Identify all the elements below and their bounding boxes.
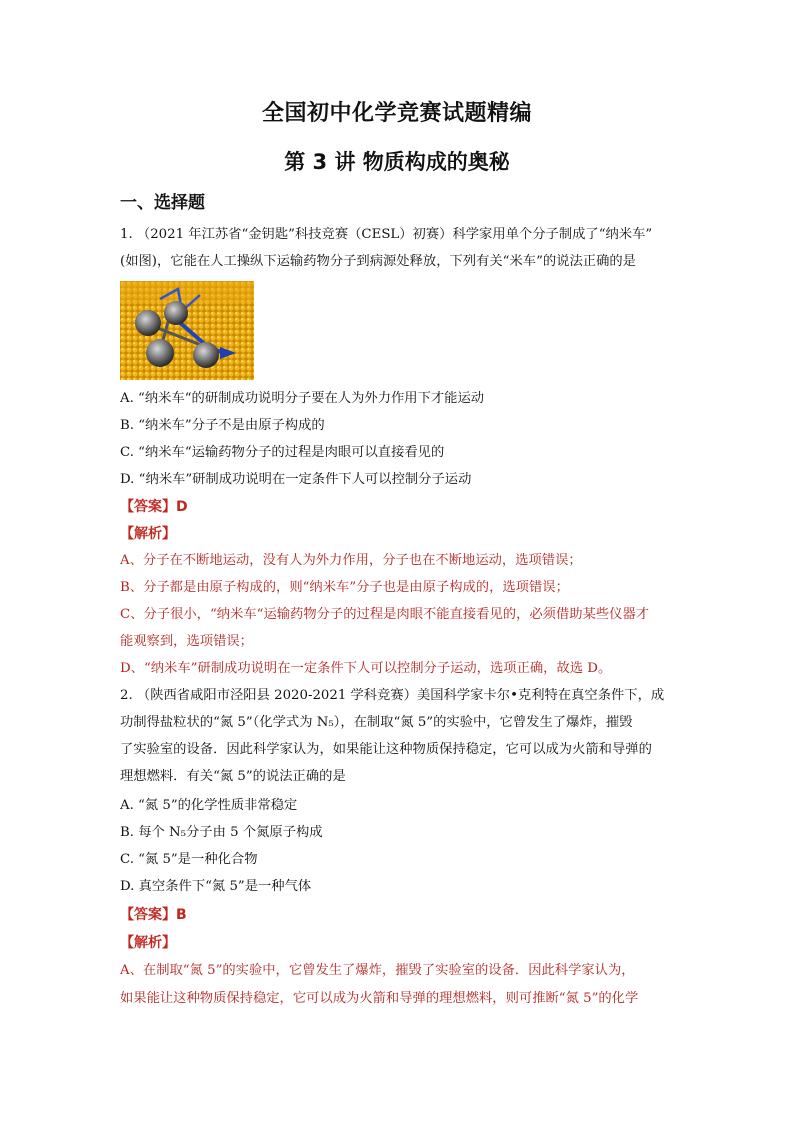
- q1-explanation-b: B、分子都是由原子构成的，则“纳米车”分子也是由原子构成的，选项错误；: [120, 580, 569, 595]
- q1-explanation-d: D、“纳米车”研制成功说明在一定条件下人可以控制分子运动，选项正确，故选 D。: [120, 661, 612, 676]
- q1-option-d: D. “纳米车”研制成功说明在一定条件下人可以控制分子运动: [120, 472, 472, 487]
- q2-stem-line-1: 2. （陕西省咸阳市泾阳县 2020-2021 学科竞赛）美国科学家卡尔•克利特在真空条件下，成: [120, 688, 665, 703]
- q2-option-c: C. “氮 5”是一种化合物: [120, 852, 258, 867]
- q1-option-c: C. “纳米车“运输药物分子的过程是肉眼可以直接看见的: [120, 445, 445, 460]
- q2-stem-line-2: 功制得盐粒状的“氮 5”（化学式为 N₅），在制取“氮 5”的实验中，它曾发生了爆炸，摧毁: [120, 715, 633, 730]
- q2-stem-line-4: 理想燃料．有关“氮 5”的说法正确的是: [120, 769, 346, 784]
- document-title: 全国初中化学竞赛试题精编: [261, 101, 532, 126]
- q2-answer: 【答案】B: [120, 907, 187, 923]
- q2-stem-line-3: 了实验室的设备．因此科学家认为，如果能让这种物质保持稳定，它可以成为火箭和导弹的: [120, 742, 652, 757]
- nanocar-image: [120, 281, 254, 380]
- lecture-title: 第 3 讲 物质构成的奥秘: [284, 150, 510, 174]
- q1-option-a: A. “纳米车“的研制成功说明分子要在人为外力作用下才能运动: [120, 391, 485, 406]
- q1-stem-line-2: (如图)，它能在人工操纵下运输药物分子到病源处释放，下列有关“米车”的说法正确的是: [120, 254, 636, 269]
- q1-explanation-c-line-1: C、分子很小，“纳米车“运输药物分子的过程是肉眼不能直接看见的，必须借助某些仪器才: [120, 607, 650, 622]
- q1-option-b: B. “纳米车”分子不是由原子构成的: [120, 418, 325, 433]
- q2-option-a: A. “氮 5”的化学性质非常稳定: [120, 798, 298, 813]
- q2-analysis-label: 【解析】: [120, 935, 176, 951]
- q1-analysis-label: 【解析】: [120, 526, 176, 542]
- section-heading: 一、选择题: [120, 193, 205, 213]
- q1-explanation-a: A、分子在不断地运动，没有人为外力作用，分子也在不断地运动，选项错误；: [120, 553, 582, 568]
- q2-option-b: B. 每个 N₅分子由 5 个氮原子构成: [120, 825, 323, 840]
- q2-explanation-a-line-2: 如果能让这种物质保持稳定，它可以成为火箭和导弹的理想燃料，则可推断“氮 5”的化学: [120, 991, 639, 1006]
- q2-explanation-a-line-1: A、在制取“氮 5”的实验中，它曾发生了爆炸，摧毁了实验室的设备．因此科学家认为，: [120, 963, 635, 978]
- q1-answer: 【答案】D: [120, 499, 188, 515]
- q1-explanation-c-line-2: 能观察到，选项错误；: [120, 634, 253, 649]
- q1-stem-line-1: 1. （2021 年江苏省“金钥匙”科技竞赛（CESL）初赛）科学家用单个分子制成了“纳米车”: [120, 227, 653, 242]
- q2-option-d: D. 真空条件下“氮 5”是一种气体: [120, 879, 312, 894]
